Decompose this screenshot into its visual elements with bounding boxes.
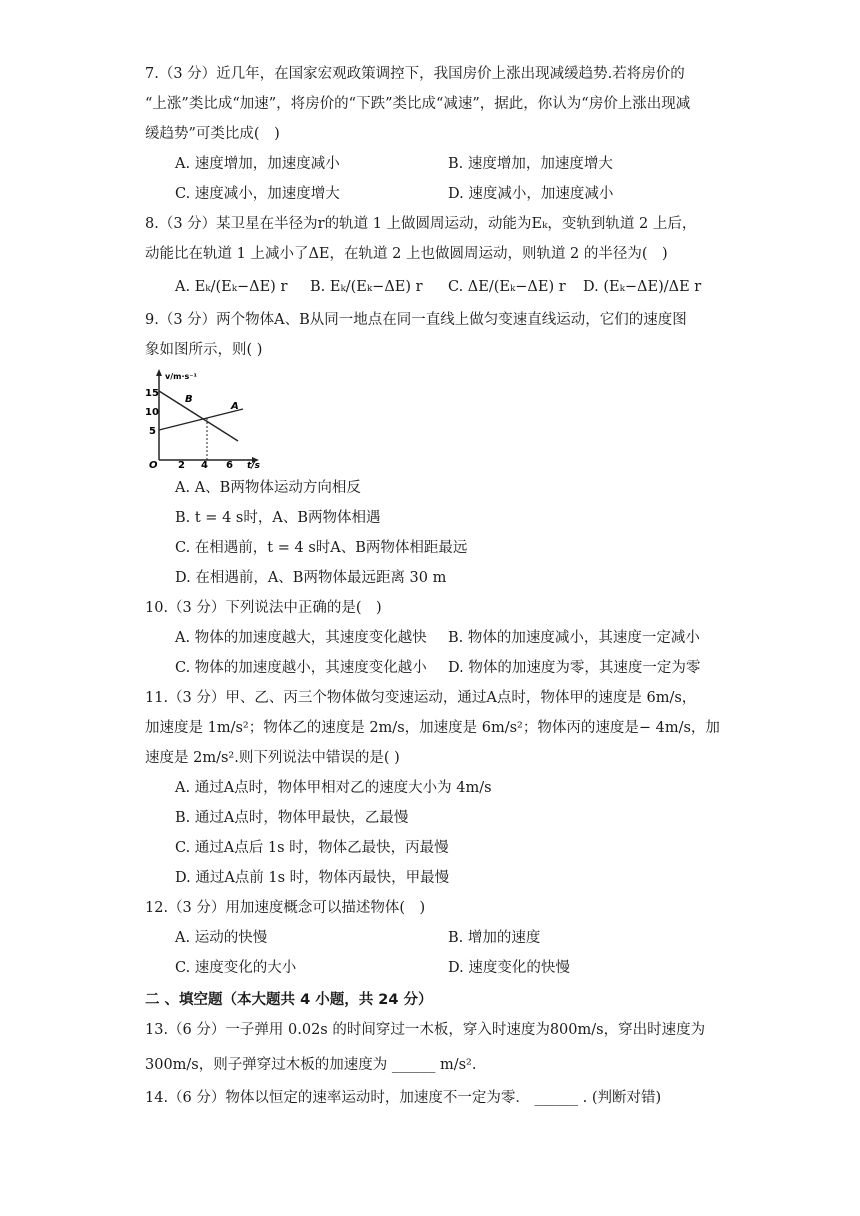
q7-option-c: C. 速度减小，加速度增大 [175,186,340,202]
q7-option-d: D. 速度减小，加速度减小 [448,186,614,202]
q10-option-c: C. 物体的加速度越小，其速度变化越小 [175,660,427,676]
q13-stem-line1: 13.（6 分）一子弹用 0.02s 的时间穿过一木板，穿入时速度为800m/s，穿出时速度为 [145,1022,706,1038]
q9-option-a: A. A、B两物体运动方向相反 [175,480,361,496]
line-b-label: B [185,394,193,405]
line-b [159,391,238,441]
q14-stem: 14.（6 分）物体以恒定的速率运动时，加速度不一定为零． ______ . (判断对错) [145,1090,662,1106]
y-axis-label: v/m·s⁻¹ [165,372,197,381]
q9-option-d: D. 在相遇前，A、B两物体最远距离 30 m [175,570,447,586]
q8-option-c: C. ΔE/(Eₖ−ΔE) r [448,279,566,295]
q11-option-b: B. 通过A点时，物体甲最快，乙最慢 [175,810,409,826]
q9-stem-line2: 象如图所示，则( ) [145,342,263,358]
x-tick-4: 4 [201,460,208,470]
section-fill-in-heading: 二 、填空题（本大题共 4 小题，共 24 分） [145,992,433,1008]
q10-option-b: B. 物体的加速度减小，其速度一定减小 [448,630,700,646]
q8-stem-line2: 动能比在轨道 1 上减小了ΔE，在轨道 2 上也做圆周运动，则轨道 2 的半径为( ) [145,246,668,262]
q8-stem-line1: 8.（3 分）某卫星在半径为r的轨道 1 上做圆周运动，动能为Eₖ，变轨到轨道 2 上后， [145,216,697,232]
velocity-time-graph [143,365,268,470]
q10-option-d: D. 物体的加速度为零，其速度一定为零 [448,660,701,676]
q8-option-a: A. Eₖ/(Eₖ−ΔE) r [175,279,288,295]
y-tick-15: 15 [145,388,159,399]
x-tick-2: 2 [178,460,185,470]
q11-stem-line2: 加速度是 1m/s²；物体乙的速度是 2m/s，加速度是 6m/s²；物体丙的速度是− 4m/s，加 [145,720,720,736]
x-tick-6: 6 [226,460,233,470]
y-tick-10: 10 [145,407,159,418]
q11-stem-line1: 11.（3 分）甲、乙、丙三个物体做匀变速运动，通过A点时，物体甲的速度是 6m/s， [145,690,697,706]
q12-stem: 12.（3 分）用加速度概念可以描述物体( ) [145,900,426,916]
q11-option-d: D. 通过A点前 1s 时，物体丙最快，甲最慢 [175,870,450,886]
q7-option-b: B. 速度增加，加速度增大 [448,156,613,172]
q11-option-c: C. 通过A点后 1s 时，物体乙最快，丙最慢 [175,840,449,856]
q8-option-d: D. (Eₖ−ΔE)/ΔE r [583,279,702,295]
q11-option-a: A. 通过A点时，物体甲相对乙的速度大小为 4m/s [175,780,492,796]
q9-option-c: C. 在相遇前，t = 4 s时A、B两物体相距最远 [175,540,468,556]
origin-label: O [149,460,158,470]
q7-stem-line3: 缓趋势”可类比成( ) [145,126,280,142]
q12-option-b: B. 增加的速度 [448,930,541,946]
q7-stem-line1: 7.（3 分）近几年，在国家宏观政策调控下，我国房价上涨出现减缓趋势.若将房价的 [145,66,685,82]
q10-option-a: A. 物体的加速度越大，其速度变化越快 [175,630,427,646]
q10-stem: 10.（3 分）下列说法中正确的是( ) [145,600,382,616]
q9-stem-line1: 9.（3 分）两个物体A、B从同一地点在同一直线上做匀变速直线运动，它们的速度图 [145,312,687,328]
q8-option-b: B. Eₖ/(Eₖ−ΔE) r [310,279,423,295]
q7-stem-line2: “上涨”类比成“加速”，将房价的“下跌”类比成“减速”，据此，你认为“房价上涨出现减 [145,96,691,112]
y-tick-5: 5 [149,426,156,437]
q12-option-c: C. 速度变化的大小 [175,960,297,976]
line-a [159,409,243,430]
q7-option-a: A. 速度增加，加速度减小 [175,156,340,172]
y-axis-arrow-icon [156,369,162,376]
q12-option-a: A. 运动的快慢 [175,930,268,946]
q9-option-b: B. t = 4 s时，A、B两物体相遇 [175,510,381,526]
q13-stem-line2: 300m/s，则子弹穿过木板的加速度为 ______ m/s². [145,1057,477,1073]
line-a-label: A [231,401,239,412]
q12-option-d: D. 速度变化的快慢 [448,960,570,976]
q11-stem-line3: 速度是 2m/s².则下列说法中错误的是( ) [145,750,400,766]
x-axis-label: t/s [247,461,260,470]
